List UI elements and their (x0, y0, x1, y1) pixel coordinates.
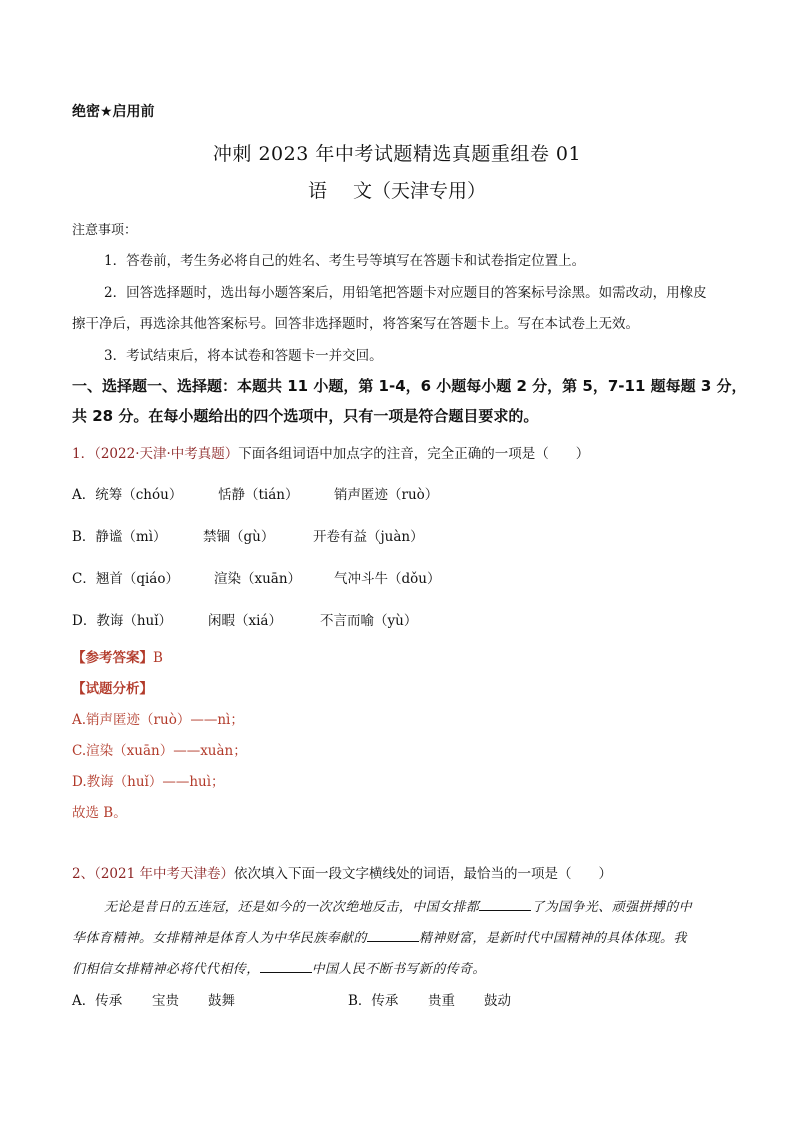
analysis-label: 【试题分析】 (72, 681, 153, 697)
section-heading-line-1: 一、选择题一、选择题：本题共 11 小题，第 1-4，6 小题每小题 2 分，第 5，7-11 题每题 3 分， (72, 377, 747, 395)
q1-option-a-2: 恬静（tián） (218, 487, 299, 503)
section-heading-line-2: 共 28 分。在每小题给出的四个选项中，只有一项是符合题目要求的。 (72, 407, 539, 425)
question-2-stem (72, 862, 612, 882)
passage-1b: 了为国争光、顽强拼搏的中 (531, 900, 693, 915)
question-2-text: 依次填入下面一段文字横线处的词语，最恰当的一项是（ ） (234, 866, 612, 882)
note-3: 3．考试结束后，将本试卷和答题卡一并交回。 (104, 348, 383, 364)
analysis-line-a: A.销声匿迹（ruò）——nì； (72, 712, 244, 728)
subject-char: 语 (307, 180, 327, 202)
blank-3 (260, 960, 312, 973)
note-2-line-1: 2．回答选择题时，选出每小题答案后，用铅笔把答题卡对应题目的答案标号涂黑。如需改动，用橡皮 (104, 285, 707, 301)
passage-3b: 中国人民不断书写新的传奇。 (311, 962, 486, 977)
q2-option-b-3: 鼓动 (484, 993, 511, 1009)
q1-answer (72, 646, 163, 666)
q1-option-b-1: B．静谧（mì） (72, 529, 167, 545)
subject-rest: 文（天津专用） (353, 180, 487, 202)
exam-subject (0, 176, 794, 203)
blank-2 (367, 929, 419, 942)
q1-option-a-1: A．统筹（chóu） (72, 487, 183, 503)
passage-line-3 (72, 958, 486, 977)
passage-3a: 们相信女排精神必将代代相传， (72, 962, 260, 977)
question-2-source: （2021 年中考天津卷） (94, 866, 234, 882)
q1-option-b-3: 开卷有益（juàn） (313, 529, 424, 545)
q1-option-b-2: 禁锢（gù） (203, 529, 275, 545)
analysis-line-d: D.教诲（huǐ）——huì； (72, 774, 225, 790)
note-2-line-2: 擦干净后，再选涂其他答案标号。回答非选择题时，将答案写在答题卡上。写在本试卷上无效。 (72, 316, 639, 332)
note-1: 1．答卷前，考生务必将自己的姓名、考生号等填写在答题卡和试卷指定位置上。 (104, 253, 586, 269)
question-1-stem (72, 442, 589, 462)
question-1-number: 1． (72, 446, 95, 462)
analysis-line-c: C.渲染（xuān）——xuàn； (72, 743, 247, 759)
question-1-text: 下面各组词语中加点字的注音，完全正确的一项是（ ） (238, 446, 590, 462)
q2-option-b-1: B．传承 (348, 993, 399, 1009)
passage-2a: 华体育精神。女排精神是体育人为中华民族奉献的 (72, 931, 367, 946)
q1-option-c-3: 气冲斗牛（dǒu） (334, 571, 441, 587)
notes-heading: 注意事项： (72, 223, 138, 238)
q2-option-a-3: 鼓舞 (208, 993, 235, 1009)
q1-option-c-2: 渲染（xuān） (214, 571, 302, 587)
q2-option-a-2: 宝贵 (152, 993, 179, 1009)
analysis-conclusion: 故选 B。 (72, 805, 127, 821)
q1-option-d-1: D．教诲（huǐ） (72, 613, 173, 629)
q1-option-c-1: C．翘首（qiáo） (72, 571, 179, 587)
question-1-source: （2022·天津·中考真题） (94, 446, 239, 462)
question-2-number: 2、 (72, 866, 95, 882)
q1-option-d-3: 不言而喻（yù） (320, 613, 418, 629)
passage-line-2 (72, 927, 687, 946)
passage-2b: 精神财富，是新时代中国精神的具体体现。我 (418, 931, 687, 946)
passage-1a: 无论是昔日的五连冠，还是如今的一次次绝地反击，中国女排都 (104, 900, 480, 915)
q2-option-a-1: A．传承 (72, 993, 123, 1009)
passage-line-1 (104, 896, 692, 915)
answer-value: B (153, 650, 163, 666)
confidential-label: 绝密★启用前 (72, 104, 155, 120)
exam-title: 冲刺 2023 年中考试题精选真题重组卷 01 (212, 143, 582, 165)
q1-option-d-2: 闲暇（xiá） (208, 613, 282, 629)
answer-label: 【参考答案】 (72, 650, 153, 666)
q1-option-a-3: 销声匿迹（ruò） (334, 487, 439, 503)
q2-option-b-2: 贵重 (428, 993, 455, 1009)
blank-1 (479, 898, 531, 911)
